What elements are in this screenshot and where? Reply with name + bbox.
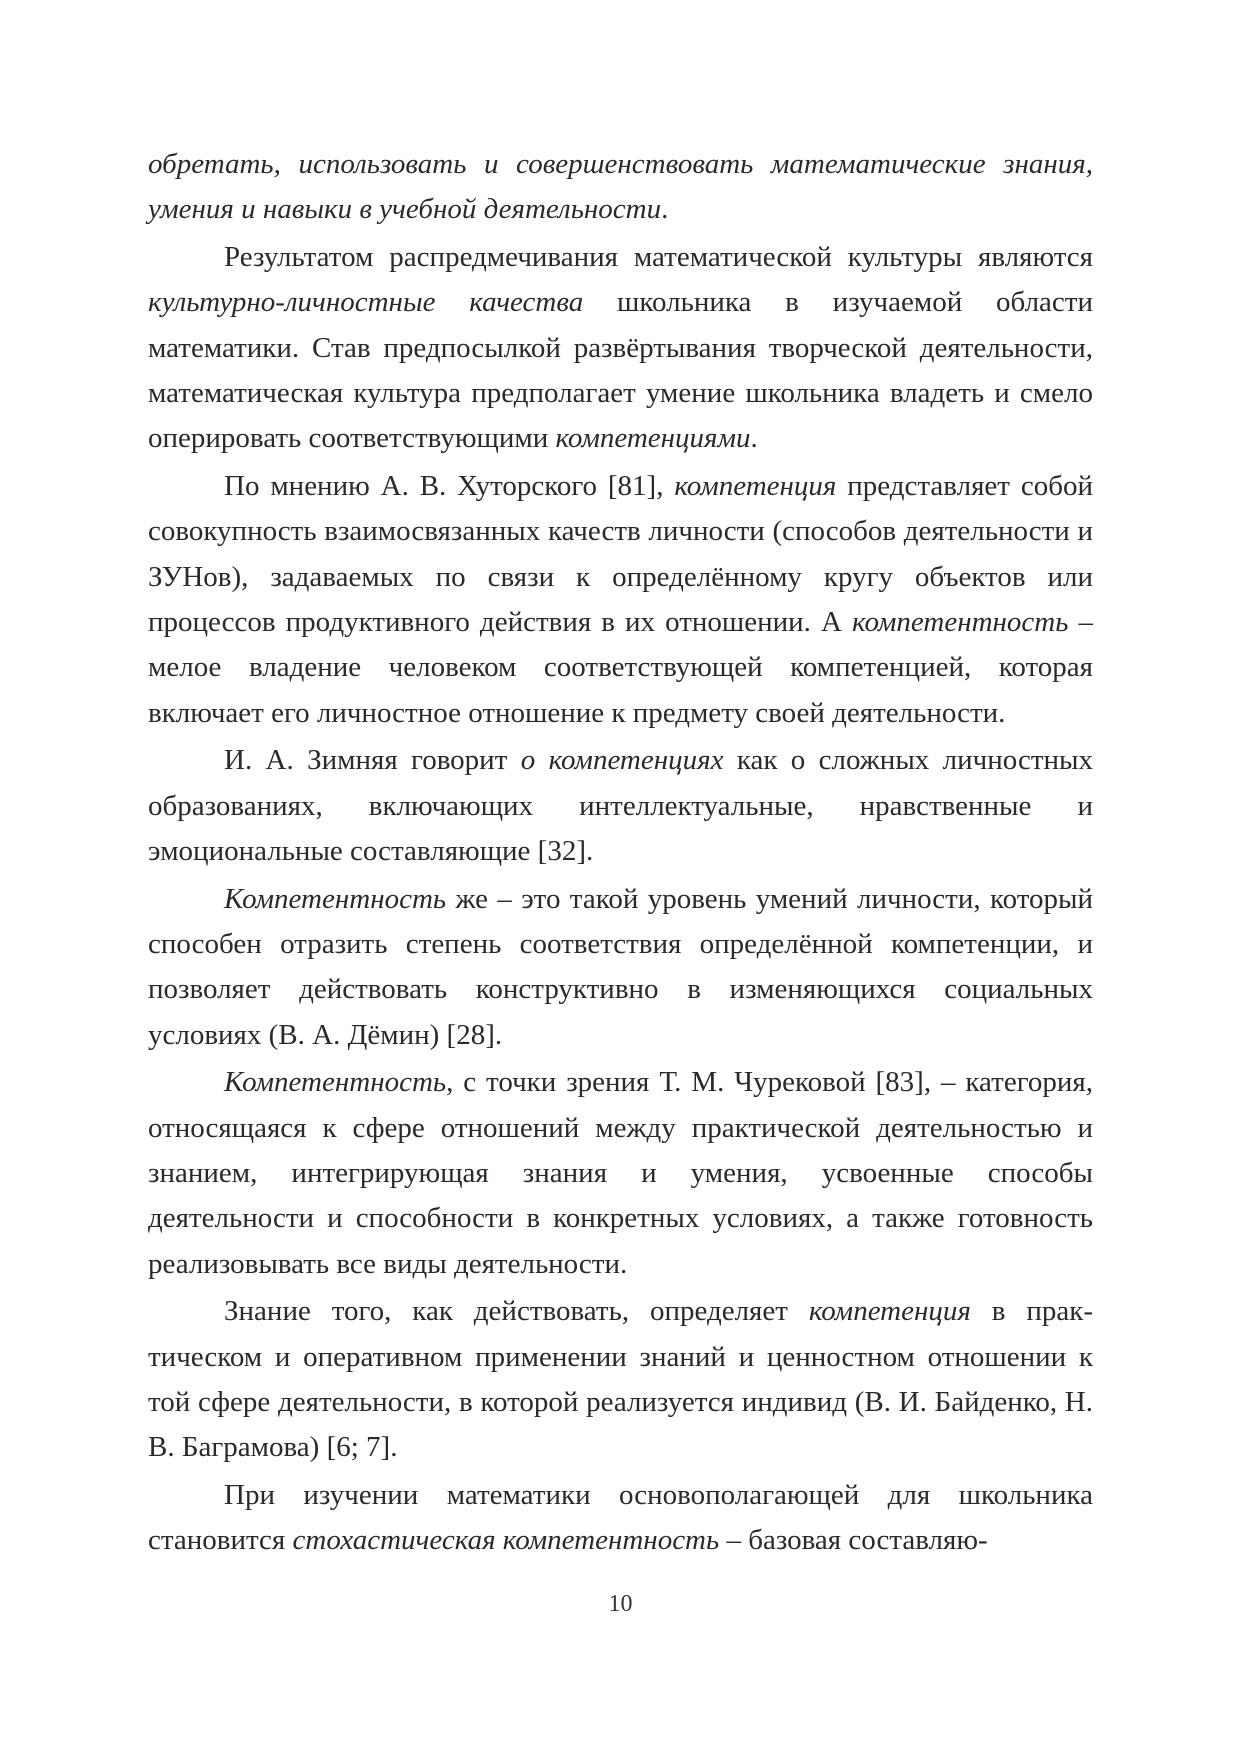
text-run: – базовая составляю- — [719, 1524, 988, 1557]
paragraph — [148, 464, 1093, 736]
text-run: в практическом и оперативном применении знаний и ценностном отношении к той сфере деятельности, в которой реализуется индивид (В. И. Байденко, Н. В. Баграмова) [6; 7]. — [148, 1295, 1093, 1464]
italic-text: культурно-личностные качества — [148, 286, 584, 319]
text-run: – мелое владение человеком соответствующей компетенцией, которая включает его личностное отношение к предмету своей деятельности. — [148, 606, 1094, 729]
paragraph — [148, 1060, 1093, 1287]
paragraph — [148, 1289, 1093, 1471]
italic-text: компетенция — [674, 469, 837, 502]
italic-text: компетенция — [808, 1295, 971, 1328]
text-run: представляет собой совокупность взаимосвязанных качеств личности (способов деятельности и ЗУНов), задаваемых по связи к определённому кругу объектов или процессов продуктивного действия в их отношении. А — [148, 469, 1093, 639]
text-run: , с точки зрения Т. М. Чурековой [83], – категория, относящаяся к сфере отношений между практической деятельностью и знанием, интегрирующая знания и умения, усвоенные способы деятельности и способности в конкретных условиях, а также готовность реализовывать все виды деятельности. — [148, 1066, 1093, 1280]
paragraph — [148, 142, 1093, 233]
paragraph — [148, 738, 1093, 874]
page-body — [148, 142, 1093, 1564]
text-run: И. А. Зимняя говорит — [224, 744, 521, 777]
paragraph — [148, 1473, 1093, 1564]
text-run: При изучении математики основополагающей для школьника становится — [148, 1478, 1093, 1557]
text-run: Результатом распредмечивания математической культуры являются — [224, 240, 1093, 273]
text-run: же – это такой уровень умений личности, который способен отразить степень соответствия определённой компетенции, и позволяет действовать конструктивно в изменяющихся социальных условиях (В. А. Дёмин) [28]. — [148, 882, 1093, 1051]
text-run: . — [750, 422, 758, 455]
italic-text: обретать, использовать и совершенствовать математические знания, умения и навыки в учебной деятельности — [148, 148, 1093, 226]
text-run: школьника в изучаемой области математики. Став предпосылкой развёртывания творческой деятельности, математическая культура предполагает умение школьника владеть и смело оперировать соответствующими — [148, 286, 1093, 455]
italic-text: компетенциями — [555, 422, 751, 455]
italic-text: компетентность — [852, 606, 1069, 639]
paragraph — [148, 877, 1093, 1059]
italic-text: о компетенциях — [520, 744, 724, 777]
text-run: По мнению А. В. Хуторского [81], — [224, 469, 675, 502]
italic-text: Компетентность — [224, 882, 447, 915]
text-run: как о сложных личностных образованиях, включающих интеллектуальные, нравственные и эмоциональные составляющие [32]. — [148, 744, 1094, 868]
text-run: . — [661, 193, 669, 226]
italic-text: стохастическая компетентность — [292, 1524, 720, 1557]
text-run: Знание того, как действовать, определяет — [224, 1295, 809, 1328]
page-number: 10 — [608, 1591, 633, 1617]
italic-text: Компетентность — [224, 1066, 447, 1099]
paragraph — [148, 235, 1093, 462]
